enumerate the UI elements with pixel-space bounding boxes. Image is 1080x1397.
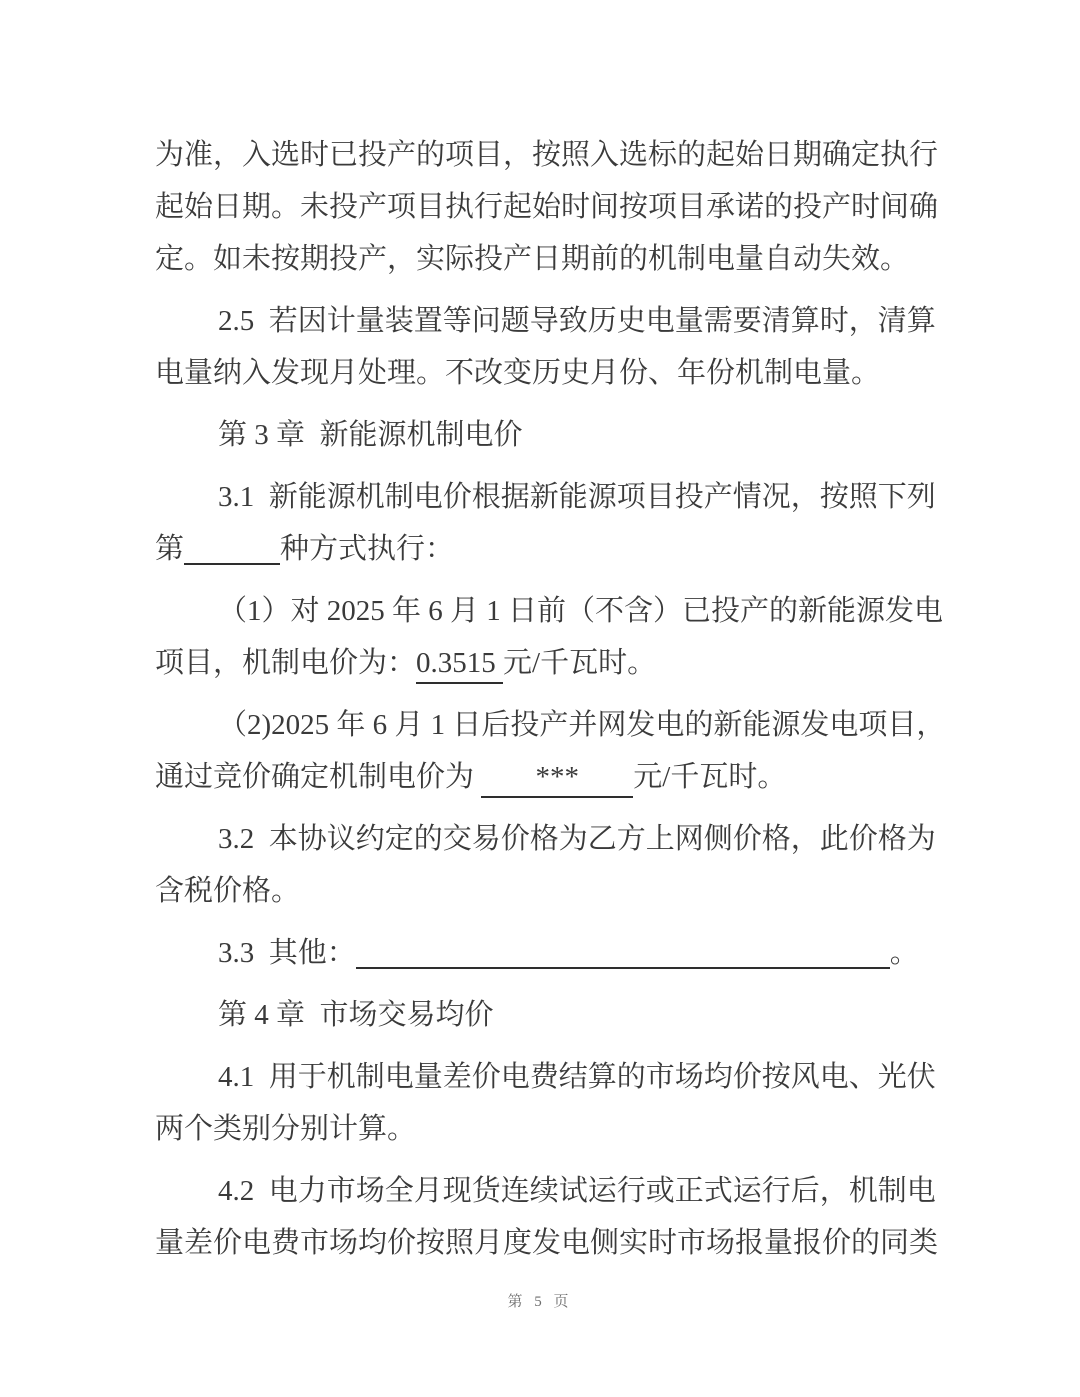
text-line: [155, 751, 935, 803]
other-terms-blank: [356, 938, 890, 969]
text-line: [155, 181, 939, 233]
text-segment: 通过竞价确定机制电价为: [155, 761, 482, 793]
text-segment: 项目，机制电价为：: [155, 647, 417, 679]
text-line: [155, 1165, 935, 1217]
text-line: [155, 1051, 935, 1103]
text-line: [155, 523, 935, 575]
text-segment: 。: [889, 937, 919, 969]
clause-3-1: [155, 471, 935, 575]
text-line: [155, 585, 944, 637]
clause-3-2: [155, 813, 935, 917]
clause-2-5: [155, 295, 935, 399]
text-line: [155, 233, 935, 285]
text-segment: 起始日期。未投产项目执行起始时间按项目承诺的投产时间确: [155, 191, 939, 223]
text-segment: 第 3 章 新能源机制电价: [218, 419, 523, 451]
text-segment: 定。如未按期投产，实际投产日期前的机制电量自动失效。: [155, 243, 910, 275]
item-3-1-1: [155, 585, 944, 689]
text-segment: 两个类别分别计算。: [155, 1113, 417, 1145]
text-line: [155, 1217, 939, 1269]
text-line: [155, 637, 935, 689]
clause-4-2: [155, 1165, 939, 1269]
clause-4-1: [155, 1051, 935, 1155]
document-body: [155, 129, 946, 1279]
text-segment: 为准，入选时已投产的项目，按照入选标的起始日期确定执行: [155, 139, 939, 171]
clause-3-3: [155, 927, 935, 979]
text-segment: （1）对 2025 年 6 月 1 日前（不含）已投产的新能源发电: [218, 595, 944, 627]
text-segment: 电量纳入发现月处理。不改变历史月份、年份机制电量。: [155, 357, 881, 389]
text-segment: 种方式执行：: [280, 533, 455, 565]
text-segment: （2)2025 年 6 月 1 日后投产并网发电的新能源发电项目，: [218, 709, 946, 741]
text-line: [155, 295, 935, 347]
text-line: [155, 347, 935, 399]
text-segment: 3.3 其他：: [218, 937, 356, 969]
text-segment: 2.5 若因计量装置等问题导致历史电量需要清算时，清算: [218, 305, 936, 337]
bid-price-value: ***: [481, 758, 633, 798]
clause-2-4-continuation: [155, 129, 939, 285]
text-line: [155, 865, 935, 917]
text-segment: 4.2 电力市场全月现货连续试运行或正式运行后，机制电: [218, 1175, 936, 1207]
item-3-1-2: [155, 699, 946, 803]
mechanism-price-value: 0.3515: [416, 647, 503, 684]
text-line: [155, 813, 935, 865]
text-segment: 元/千瓦时。: [503, 647, 657, 679]
option-number-blank: [184, 534, 280, 565]
text-line: [155, 699, 946, 751]
text-line: [155, 927, 935, 979]
text-line: [155, 409, 935, 461]
text-line: [155, 471, 935, 523]
text-segment: 4.1 用于机制电量差价电费结算的市场均价按风电、光伏: [218, 1061, 936, 1093]
chapter-4-heading: [155, 989, 935, 1041]
text-segment: 第: [155, 533, 185, 565]
text-segment: 第 4 章 市场交易均价: [218, 999, 494, 1031]
chapter-3-heading: [155, 409, 935, 461]
text-segment: 元/千瓦时。: [633, 761, 787, 793]
text-segment: 量差价电费市场均价按照月度发电侧实时市场报量报价的同类: [155, 1227, 939, 1259]
text-line: [155, 129, 939, 181]
text-line: [155, 1103, 935, 1155]
text-segment: 含税价格。: [155, 875, 301, 907]
text-segment: 3.1 新能源机制电价根据新能源项目投产情况，按照下列: [218, 481, 936, 513]
text-segment: 3.2 本协议约定的交易价格为乙方上网侧价格，此价格为: [218, 823, 936, 855]
page-number: 第 5 页: [507, 1294, 573, 1310]
text-line: [155, 989, 935, 1041]
